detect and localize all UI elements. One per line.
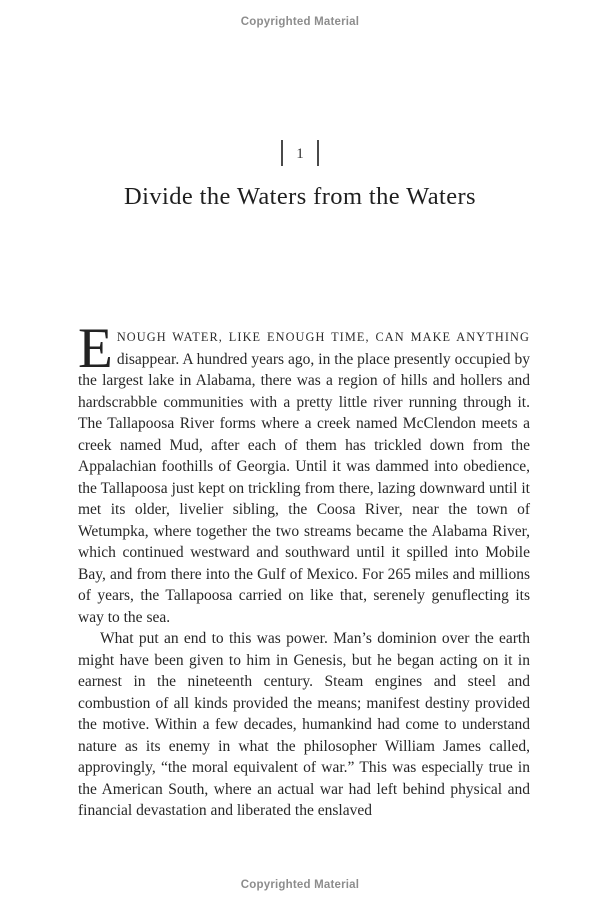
- paragraph-1: [78, 317, 530, 628]
- chapter-number: [0, 140, 600, 166]
- body-text: [78, 317, 530, 822]
- paragraph-2: [78, 628, 530, 822]
- paragraph-2-text: What put an end to this was power. Man’s dominion over the earth might have been given to him in Genesis, but he began acting on it in earnest in the nineteenth century. Steam engines and steel and combustion of all kinds provided the means; manifest destiny provided the motive. Within a few decades, humankind had come to understand nature as its enemy in what the philosopher William James called, approvingly, “the moral equivalent of war.” This was especially true in the American South, where an actual war had left behind physical and financial devastation and liberated the enslaved: [78, 630, 530, 819]
- copyright-notice-bottom: Copyrighted Material: [240, 879, 360, 891]
- chapter-ornament-left-bar: [281, 140, 283, 166]
- paragraph-1-text: disappear. A hundred years ago, in the place presently occupied by the largest lake in Alabama, there was a region of hills and hollers and hardscrabble communities with a pretty little river running through it. The Tallapoosa River forms where a creek named McClendon meets a creek named Mud, after each of them has trickled down from the Appalachian foothills of Georgia. Until it was dammed into obedience, the Tallapoosa just kept on trickling from there, lazing downward until it met its older, livelier sibling, the Coosa River, near the town of Wetumpka, where together the two streams became the Alabama River, which continued westward and southward until it spilled into Mobile Bay, and from there into the Gulf of Mexico. For 265 miles and millions of years, the Tallapoosa carried on like that, serenely genuflecting its way to the sea.: [78, 350, 530, 626]
- chapter-title: Divide the Waters from the Waters: [124, 183, 476, 210]
- lead-in-small-caps: NOUGH WATER, LIKE ENOUGH TIME, CAN MAKE ANYTHING: [116, 330, 530, 344]
- drop-cap: E: [78, 317, 113, 380]
- chapter-number-value: 1: [296, 145, 304, 162]
- chapter-ornament-right-bar: [317, 140, 319, 166]
- copyright-notice-top: Copyrighted Material: [240, 16, 360, 28]
